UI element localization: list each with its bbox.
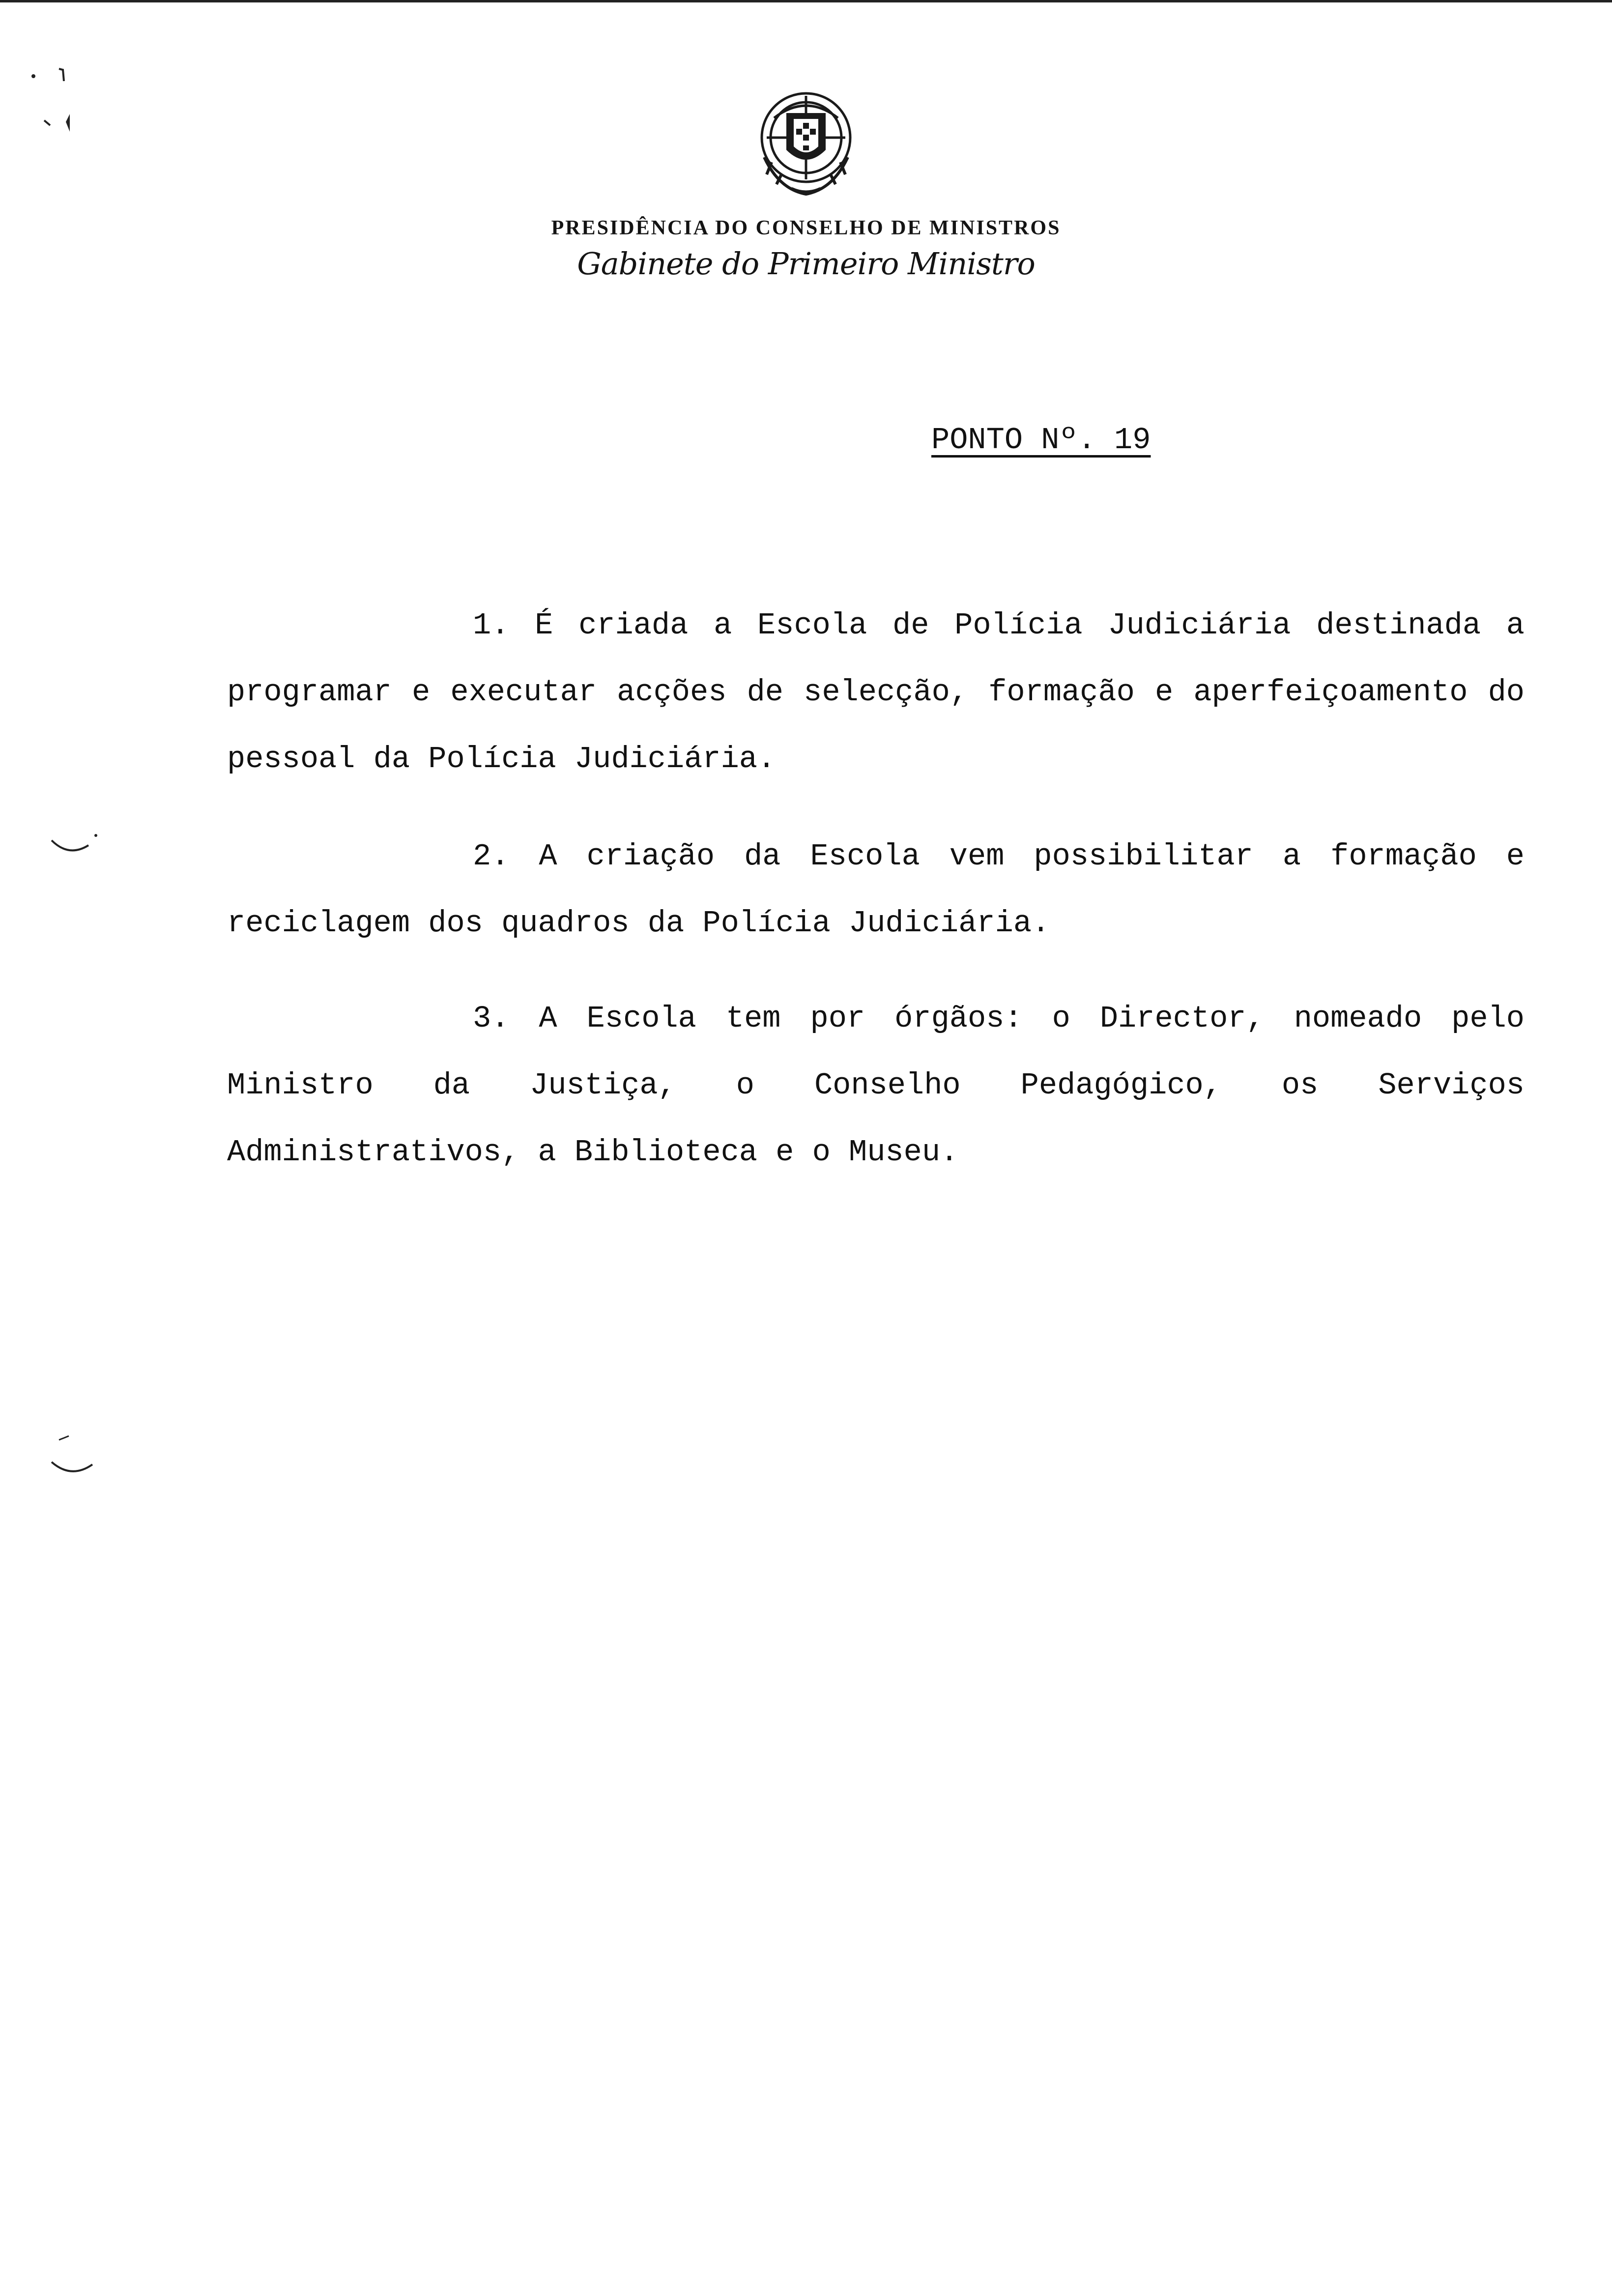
letterhead-subtitle: Gabinete do Primeiro Ministro bbox=[577, 246, 1035, 282]
margin-scan-marks bbox=[25, 59, 84, 138]
coat-of-arms-icon bbox=[745, 84, 867, 206]
page-top-edge bbox=[0, 0, 1612, 2]
margin-punch-mark bbox=[49, 831, 103, 860]
letterhead-title: PRESIDÊNCIA DO CONSELHO DE MINISTROS bbox=[551, 217, 1061, 239]
paragraph-1: 1. É criada a Escola de Polícia Judiciária destinada a programar e executar acções de selecção, formação e aperfeiçoamento do pessoal da Polícia Judiciária. bbox=[227, 608, 1525, 776]
document-heading: PONTO Nº. 19 bbox=[931, 423, 1151, 458]
paragraph-2: 2. A criação da Escola vem possibilitar a formação e reciclagem dos quadros da Polícia Judiciária. bbox=[227, 839, 1525, 941]
paragraph-3: 3. A Escola tem por órgãos: o Director, nomeado pelo Ministro da Justiça, o Conselho Pedagógico, os Serviços Administrativos, a Biblioteca e o Museu. bbox=[227, 1001, 1525, 1170]
margin-punch-mark-lower bbox=[49, 1425, 103, 1484]
